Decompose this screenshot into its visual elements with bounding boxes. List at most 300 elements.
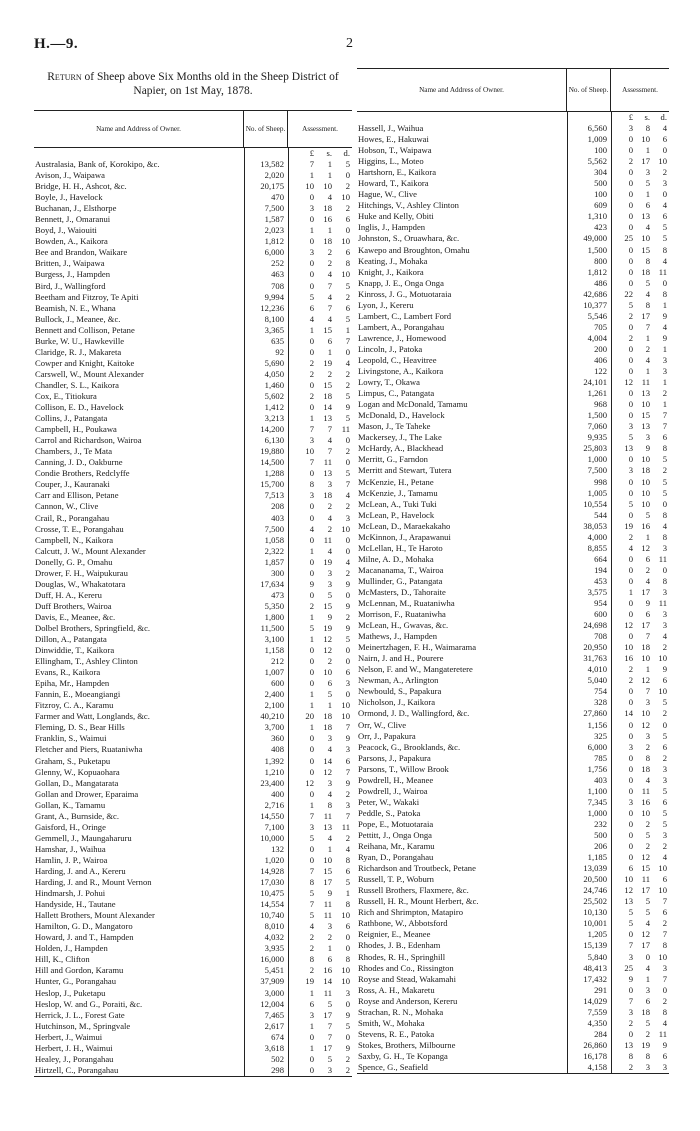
- sheep-count: 7,500: [264, 523, 284, 534]
- assessment: [288, 1032, 352, 1043]
- table-row: [357, 399, 669, 410]
- owner-name: Royse and Stead, Wakamahi: [358, 973, 456, 984]
- sheep-count: 14,928: [260, 866, 284, 876]
- assessment: [288, 811, 352, 822]
- assessment: [288, 269, 352, 280]
- table-row: [34, 656, 352, 667]
- sheep-count: 7,345: [587, 796, 607, 807]
- pence: 1: [662, 399, 667, 410]
- owner-name: McDonald, D., Havelock: [358, 410, 445, 421]
- table-row: [357, 366, 669, 377]
- assessment: [288, 756, 352, 767]
- owner-name: Ormond, J. D., Wallingford, &c.: [358, 708, 470, 719]
- owner-name: Bridge, H. H., Ashcot, &c.: [35, 181, 127, 192]
- sheep-count: 122: [594, 366, 607, 377]
- table-row: [34, 667, 352, 678]
- shillings: 14: [323, 402, 332, 413]
- assessment: [611, 720, 669, 731]
- pence: 10: [341, 523, 350, 534]
- table-row: [34, 479, 352, 490]
- table-row: [34, 999, 352, 1010]
- table-row: [34, 170, 352, 181]
- pounds: 8: [628, 1050, 633, 1061]
- pounds: 4: [309, 921, 314, 932]
- shillings: 15: [323, 866, 332, 876]
- shillings: 14: [323, 976, 332, 987]
- shillings: 10: [641, 476, 650, 487]
- shillings: 7: [645, 321, 650, 332]
- owner-name: Canning, J. D., Oakburne: [35, 457, 123, 468]
- assessment: [611, 432, 669, 443]
- sheep-count: 16,000: [260, 954, 284, 965]
- owner-name: Rhodes, J. B., Edenham: [358, 940, 441, 951]
- sheep-count: 708: [271, 280, 284, 291]
- pounds: 5: [628, 299, 633, 310]
- table-row: [34, 413, 352, 424]
- assessment: [611, 786, 669, 797]
- sheep-count: 9,994: [264, 291, 284, 302]
- shillings: 7: [327, 302, 332, 313]
- table-row: [34, 988, 352, 999]
- table-row: [357, 697, 669, 708]
- assessment: [611, 742, 669, 753]
- shillings: 10: [323, 181, 332, 192]
- pence: 2: [345, 611, 350, 622]
- table-row: [34, 535, 352, 546]
- shillings: 7: [327, 424, 332, 435]
- pounds: 0: [628, 321, 633, 332]
- owner-name: Lowry, T., Okawa: [358, 377, 420, 388]
- sheep-count: 785: [594, 752, 607, 763]
- pence: 3: [662, 366, 667, 377]
- pounds: 13: [624, 896, 633, 907]
- pounds: 0: [628, 211, 633, 222]
- shillings: 7: [327, 1020, 332, 1031]
- pence: 10: [658, 885, 667, 896]
- assessment: [288, 645, 352, 656]
- owner-name: Knapp, J. E., Onga Onga: [358, 277, 444, 288]
- sheep-count: 19,880: [260, 446, 284, 457]
- pence: 5: [345, 877, 350, 888]
- shillings: 11: [641, 874, 650, 885]
- pounds: 13: [624, 443, 633, 454]
- pence: 5: [345, 159, 350, 169]
- assessment: [288, 1054, 352, 1065]
- assessment: [288, 722, 352, 733]
- assessment: [288, 954, 352, 965]
- owner-name: Howes, E., Hakuwai: [358, 134, 429, 145]
- sheep-count: 403: [594, 774, 607, 785]
- assessment: [288, 325, 352, 336]
- pence: 3: [662, 586, 667, 597]
- shillings: 2: [645, 841, 650, 852]
- pounds: 2: [309, 965, 314, 976]
- pounds: 2: [309, 368, 314, 379]
- assessment: [611, 355, 669, 366]
- pounds: 0: [628, 454, 633, 465]
- sheep-count: 10,001: [583, 918, 607, 929]
- owner-name: Fletcher and Piers, Ruataniwha: [35, 744, 143, 755]
- pence: 8: [345, 854, 350, 865]
- assessment: [611, 731, 669, 742]
- sheep-count: 5,840: [587, 951, 607, 962]
- sheep-count: 3,100: [264, 634, 284, 645]
- pounds: 10: [305, 181, 314, 192]
- shillings: 10: [323, 667, 332, 678]
- shillings: 7: [645, 631, 650, 642]
- shillings: 13: [641, 388, 650, 399]
- sheep-count: 208: [271, 501, 284, 512]
- pounds: 0: [309, 589, 314, 600]
- table-row: [357, 686, 669, 697]
- shillings: 2: [645, 564, 650, 575]
- assessment: [611, 885, 669, 896]
- sheep-count: 25,803: [583, 443, 607, 454]
- assessment: [288, 225, 352, 236]
- owner-name: Hill and Gordon, Karamu: [35, 965, 124, 976]
- shillings: 5: [645, 896, 650, 907]
- table-row: [34, 744, 352, 755]
- owner-name: Beetham and Fitzroy, Te Apiti: [35, 291, 139, 302]
- table-row: [357, 145, 669, 156]
- assessment: [611, 609, 669, 620]
- assessment: [611, 565, 669, 576]
- pounds: 7: [309, 159, 314, 169]
- sheep-count: 14,550: [260, 810, 284, 821]
- pence: 6: [662, 134, 667, 145]
- sheep-count: 194: [594, 564, 607, 575]
- pounds: 25: [624, 962, 633, 973]
- table-row: [34, 247, 352, 258]
- pence: 6: [345, 866, 350, 876]
- pence: 3: [345, 512, 350, 523]
- shillings: 5: [645, 277, 650, 288]
- shillings: 10: [641, 653, 650, 664]
- pence: 2: [662, 708, 667, 719]
- owner-name: Graham, S., Puketapu: [35, 755, 111, 766]
- pounds: 1: [309, 1020, 314, 1031]
- pence: 3: [662, 1061, 667, 1072]
- table-row: [357, 311, 669, 322]
- owner-name: Carswell, W., Mount Alexander: [35, 368, 144, 379]
- table-row: [357, 377, 669, 388]
- pounds: 19: [305, 976, 314, 987]
- pounds: 7: [309, 866, 314, 876]
- sheep-count: 4,032: [264, 932, 284, 943]
- shillings: 15: [323, 379, 332, 390]
- assessment: [288, 170, 352, 181]
- owner-name: Lincoln, J., Patoka: [358, 343, 423, 354]
- shillings: 4: [327, 788, 332, 799]
- table-row: [34, 258, 352, 269]
- pence: 11: [341, 821, 350, 832]
- sheep-count: 12,004: [260, 998, 284, 1009]
- shillings: 17: [641, 586, 650, 597]
- owner-name: Campbell, H., Poukawa: [35, 424, 117, 435]
- table-row: [34, 192, 352, 203]
- owner-name: Franklin, S., Waimui: [35, 733, 107, 744]
- sheep-count: 13,582: [260, 159, 284, 169]
- pounds: 0: [628, 774, 633, 785]
- pence: 4: [345, 490, 350, 501]
- pence: 8: [662, 1006, 667, 1017]
- shillings: 15: [641, 244, 650, 255]
- sheep-count: 8,855: [587, 542, 607, 553]
- table-row: [357, 996, 669, 1007]
- owner-name: Nicholson, J., Kaikora: [358, 697, 436, 708]
- sheep-count: 5,602: [264, 390, 284, 401]
- assessment: [611, 233, 669, 244]
- pence: 3: [662, 609, 667, 620]
- table-row: [34, 159, 352, 170]
- sheep-count: 1,185: [587, 852, 607, 863]
- assessment: [611, 178, 669, 189]
- assessment: [288, 524, 352, 535]
- shillings: 11: [323, 810, 332, 821]
- sheep-count: 7,100: [264, 821, 284, 832]
- pence: 7: [662, 896, 667, 907]
- sheep-count: 954: [594, 598, 607, 609]
- assessment: [611, 366, 669, 377]
- owner-name: Pettitt, J., Onga Onga: [358, 830, 432, 840]
- pence: 1: [662, 377, 667, 388]
- sheep-count: 968: [594, 399, 607, 410]
- table-row: [34, 380, 352, 391]
- shillings: 3: [327, 567, 332, 578]
- sheep-count: 3,618: [264, 1042, 284, 1053]
- shillings: 5: [327, 1053, 332, 1064]
- pounds: 3: [628, 123, 633, 133]
- owner-name: Gollan and Drower, Eparaima: [35, 788, 139, 799]
- shillings: 5: [327, 689, 332, 700]
- assessment: [288, 800, 352, 811]
- pence: 5: [662, 697, 667, 708]
- assessment: [288, 976, 352, 987]
- owner-name: Peacock, G., Brooklands, &c.: [358, 741, 461, 752]
- sheep-count: 26,860: [583, 1039, 607, 1050]
- pounds: 0: [309, 269, 314, 280]
- owner-name: Powdrell, H., Meanee: [358, 774, 434, 785]
- sheep-count: 1,587: [264, 214, 284, 225]
- shillings: 10: [641, 487, 650, 498]
- pence: 5: [662, 233, 667, 244]
- shillings: 8: [645, 255, 650, 266]
- table-row: [357, 222, 669, 233]
- shillings: 12: [641, 852, 650, 863]
- sheep-count: 328: [594, 697, 607, 708]
- pence: 4: [345, 357, 350, 368]
- sheep-count: 4,050: [264, 368, 284, 379]
- owner-name: Higgins, L., Moteo: [358, 156, 424, 167]
- shillings: 1: [645, 531, 650, 542]
- assessment: [288, 380, 352, 391]
- sheep-count: 3,700: [264, 722, 284, 733]
- shillings: 2: [645, 818, 650, 829]
- sheep-count: 8,010: [264, 921, 284, 932]
- sheep-count: 674: [271, 1031, 284, 1042]
- shillings: 18: [641, 465, 650, 476]
- shillings: 16: [641, 796, 650, 807]
- shillings: 4: [327, 744, 332, 755]
- shillings: 1: [645, 366, 650, 377]
- pounds: 1: [309, 413, 314, 424]
- page-number: 2: [346, 36, 353, 51]
- assessment: [288, 1010, 352, 1021]
- owner-name: Collins, J., Patangata: [35, 413, 108, 424]
- assessment: [288, 203, 352, 214]
- table-row: [34, 1032, 352, 1043]
- table-row: [34, 965, 352, 976]
- owner-name: Hamlin, J. P., Wairoa: [35, 854, 108, 865]
- pence: 0: [345, 545, 350, 556]
- pounds: 0: [628, 553, 633, 564]
- owner-name: McLean, A., Tuki Tuki: [358, 498, 437, 509]
- table-row: [34, 976, 352, 987]
- sheep-count: 9,935: [587, 432, 607, 443]
- assessment: [288, 435, 352, 446]
- assessment: [611, 1029, 669, 1040]
- owner-name: Farmer and Watt, Longlands, &c.: [35, 711, 150, 722]
- shillings: 1: [327, 159, 332, 169]
- shillings: 15: [323, 600, 332, 611]
- table-row: [34, 214, 352, 225]
- owner-name: Lambert, C., Lambert Ford: [358, 310, 452, 321]
- assessment: [288, 579, 352, 590]
- owner-name: Cannon, W., Clive: [35, 501, 99, 512]
- shillings: 6: [645, 995, 650, 1006]
- sheep-count: 500: [594, 830, 607, 840]
- pence: 3: [662, 763, 667, 774]
- table-row: [34, 269, 352, 280]
- table-row: [357, 587, 669, 598]
- sheep-count: 10,740: [260, 910, 284, 921]
- left-rows: [34, 159, 352, 1076]
- pence: 4: [662, 123, 667, 133]
- pounds: 1: [309, 611, 314, 622]
- sheep-count: 1,812: [264, 236, 284, 247]
- assessment: [288, 921, 352, 932]
- pence: 1: [662, 343, 667, 354]
- shillings: 17: [641, 940, 650, 951]
- left-column: [34, 68, 352, 1077]
- assessment: [611, 620, 669, 631]
- pence: 11: [658, 553, 667, 564]
- pence: 7: [662, 973, 667, 984]
- sheep-count: 5,546: [587, 310, 607, 321]
- sheep-count: 2,020: [264, 170, 284, 181]
- table-row: [357, 963, 669, 974]
- owner-name: Hallett Brothers, Mount Alexander: [35, 910, 155, 921]
- owner-name: McHardy, A., Blackhead: [358, 443, 444, 454]
- sheep-count: 17,432: [583, 973, 607, 984]
- pounds: 0: [628, 1028, 633, 1039]
- assessment: [288, 314, 352, 325]
- table-row: [357, 940, 669, 951]
- sheep-count: 406: [594, 354, 607, 365]
- pence: 5: [345, 1020, 350, 1031]
- sheep-count: 664: [594, 553, 607, 564]
- table-row: [357, 256, 669, 267]
- pounds: 1: [309, 545, 314, 556]
- pounds: 1: [309, 689, 314, 700]
- pence: 0: [662, 564, 667, 575]
- shillings: 3: [327, 777, 332, 788]
- pounds: 0: [628, 167, 633, 178]
- table-row: [357, 808, 669, 819]
- pounds: 5: [309, 622, 314, 633]
- sheep-count: 2,023: [264, 225, 284, 236]
- pounds: 0: [628, 255, 633, 266]
- table-row: [34, 579, 352, 590]
- pounds: 3: [309, 435, 314, 446]
- pence: 2: [345, 832, 350, 843]
- owner-name: McLean, P., Havelock: [358, 509, 435, 520]
- shillings: 3: [327, 479, 332, 490]
- sheep-count: 325: [594, 730, 607, 741]
- shillings: 14: [323, 755, 332, 766]
- shillings: 2: [327, 656, 332, 667]
- assessment: [288, 557, 352, 568]
- assessment: [288, 767, 352, 778]
- pence: 0: [345, 457, 350, 468]
- shillings: 2: [327, 932, 332, 943]
- right-table-body: [357, 112, 669, 1074]
- assessment: [288, 236, 352, 247]
- sheep-count: 4,010: [587, 664, 607, 675]
- sheep-count: 1,020: [264, 854, 284, 865]
- owner-name: Peddle, S., Patoka: [358, 807, 421, 818]
- pence: 10: [658, 686, 667, 697]
- return-title-text: of Sheep above Six Months old in the Sheep District of Napier, on 1st May, 1878.: [81, 71, 339, 97]
- pence: 10: [658, 863, 667, 874]
- table-row: [34, 778, 352, 789]
- sheep-count: 17,030: [260, 877, 284, 888]
- table-row: [357, 642, 669, 653]
- shillings: 11: [641, 377, 650, 388]
- shillings: 4: [645, 222, 650, 233]
- table-row: [357, 267, 669, 278]
- table-row: [357, 289, 669, 300]
- pence: 4: [345, 556, 350, 567]
- sheep-count: 7,559: [587, 1006, 607, 1017]
- shillings: 1: [645, 664, 650, 675]
- shillings: 3: [327, 733, 332, 744]
- pence: 7: [345, 479, 350, 490]
- table-row: [34, 866, 352, 877]
- pounds: 0: [309, 667, 314, 678]
- assessment: [288, 965, 352, 976]
- shillings: 18: [641, 1006, 650, 1017]
- owner-name: Lyon, J., Kereru: [358, 299, 414, 310]
- pence: 6: [662, 741, 667, 752]
- owner-name: Newbould, S., Papakura: [358, 686, 442, 697]
- table-row: [34, 954, 352, 965]
- pounds: 5: [628, 498, 633, 509]
- assessment: [611, 167, 669, 178]
- sheep-column-header: No. of Sheep.: [244, 111, 288, 147]
- sheep-count: 408: [271, 744, 284, 755]
- shillings: 2: [327, 501, 332, 512]
- owner-name: Carrol and Richardson, Wairoa: [35, 435, 142, 446]
- sheep-count: 360: [271, 733, 284, 744]
- sheep-count: 4,004: [587, 332, 607, 343]
- owner-name: Pope, E., Motuotaraia: [358, 818, 434, 829]
- pounds: 2: [628, 1061, 633, 1072]
- sheep-count: 7,465: [264, 1009, 284, 1020]
- sheep-count: 200: [594, 343, 607, 354]
- owner-name: Bennett, J., Omaranui: [35, 214, 111, 225]
- shillings: 11: [323, 910, 332, 921]
